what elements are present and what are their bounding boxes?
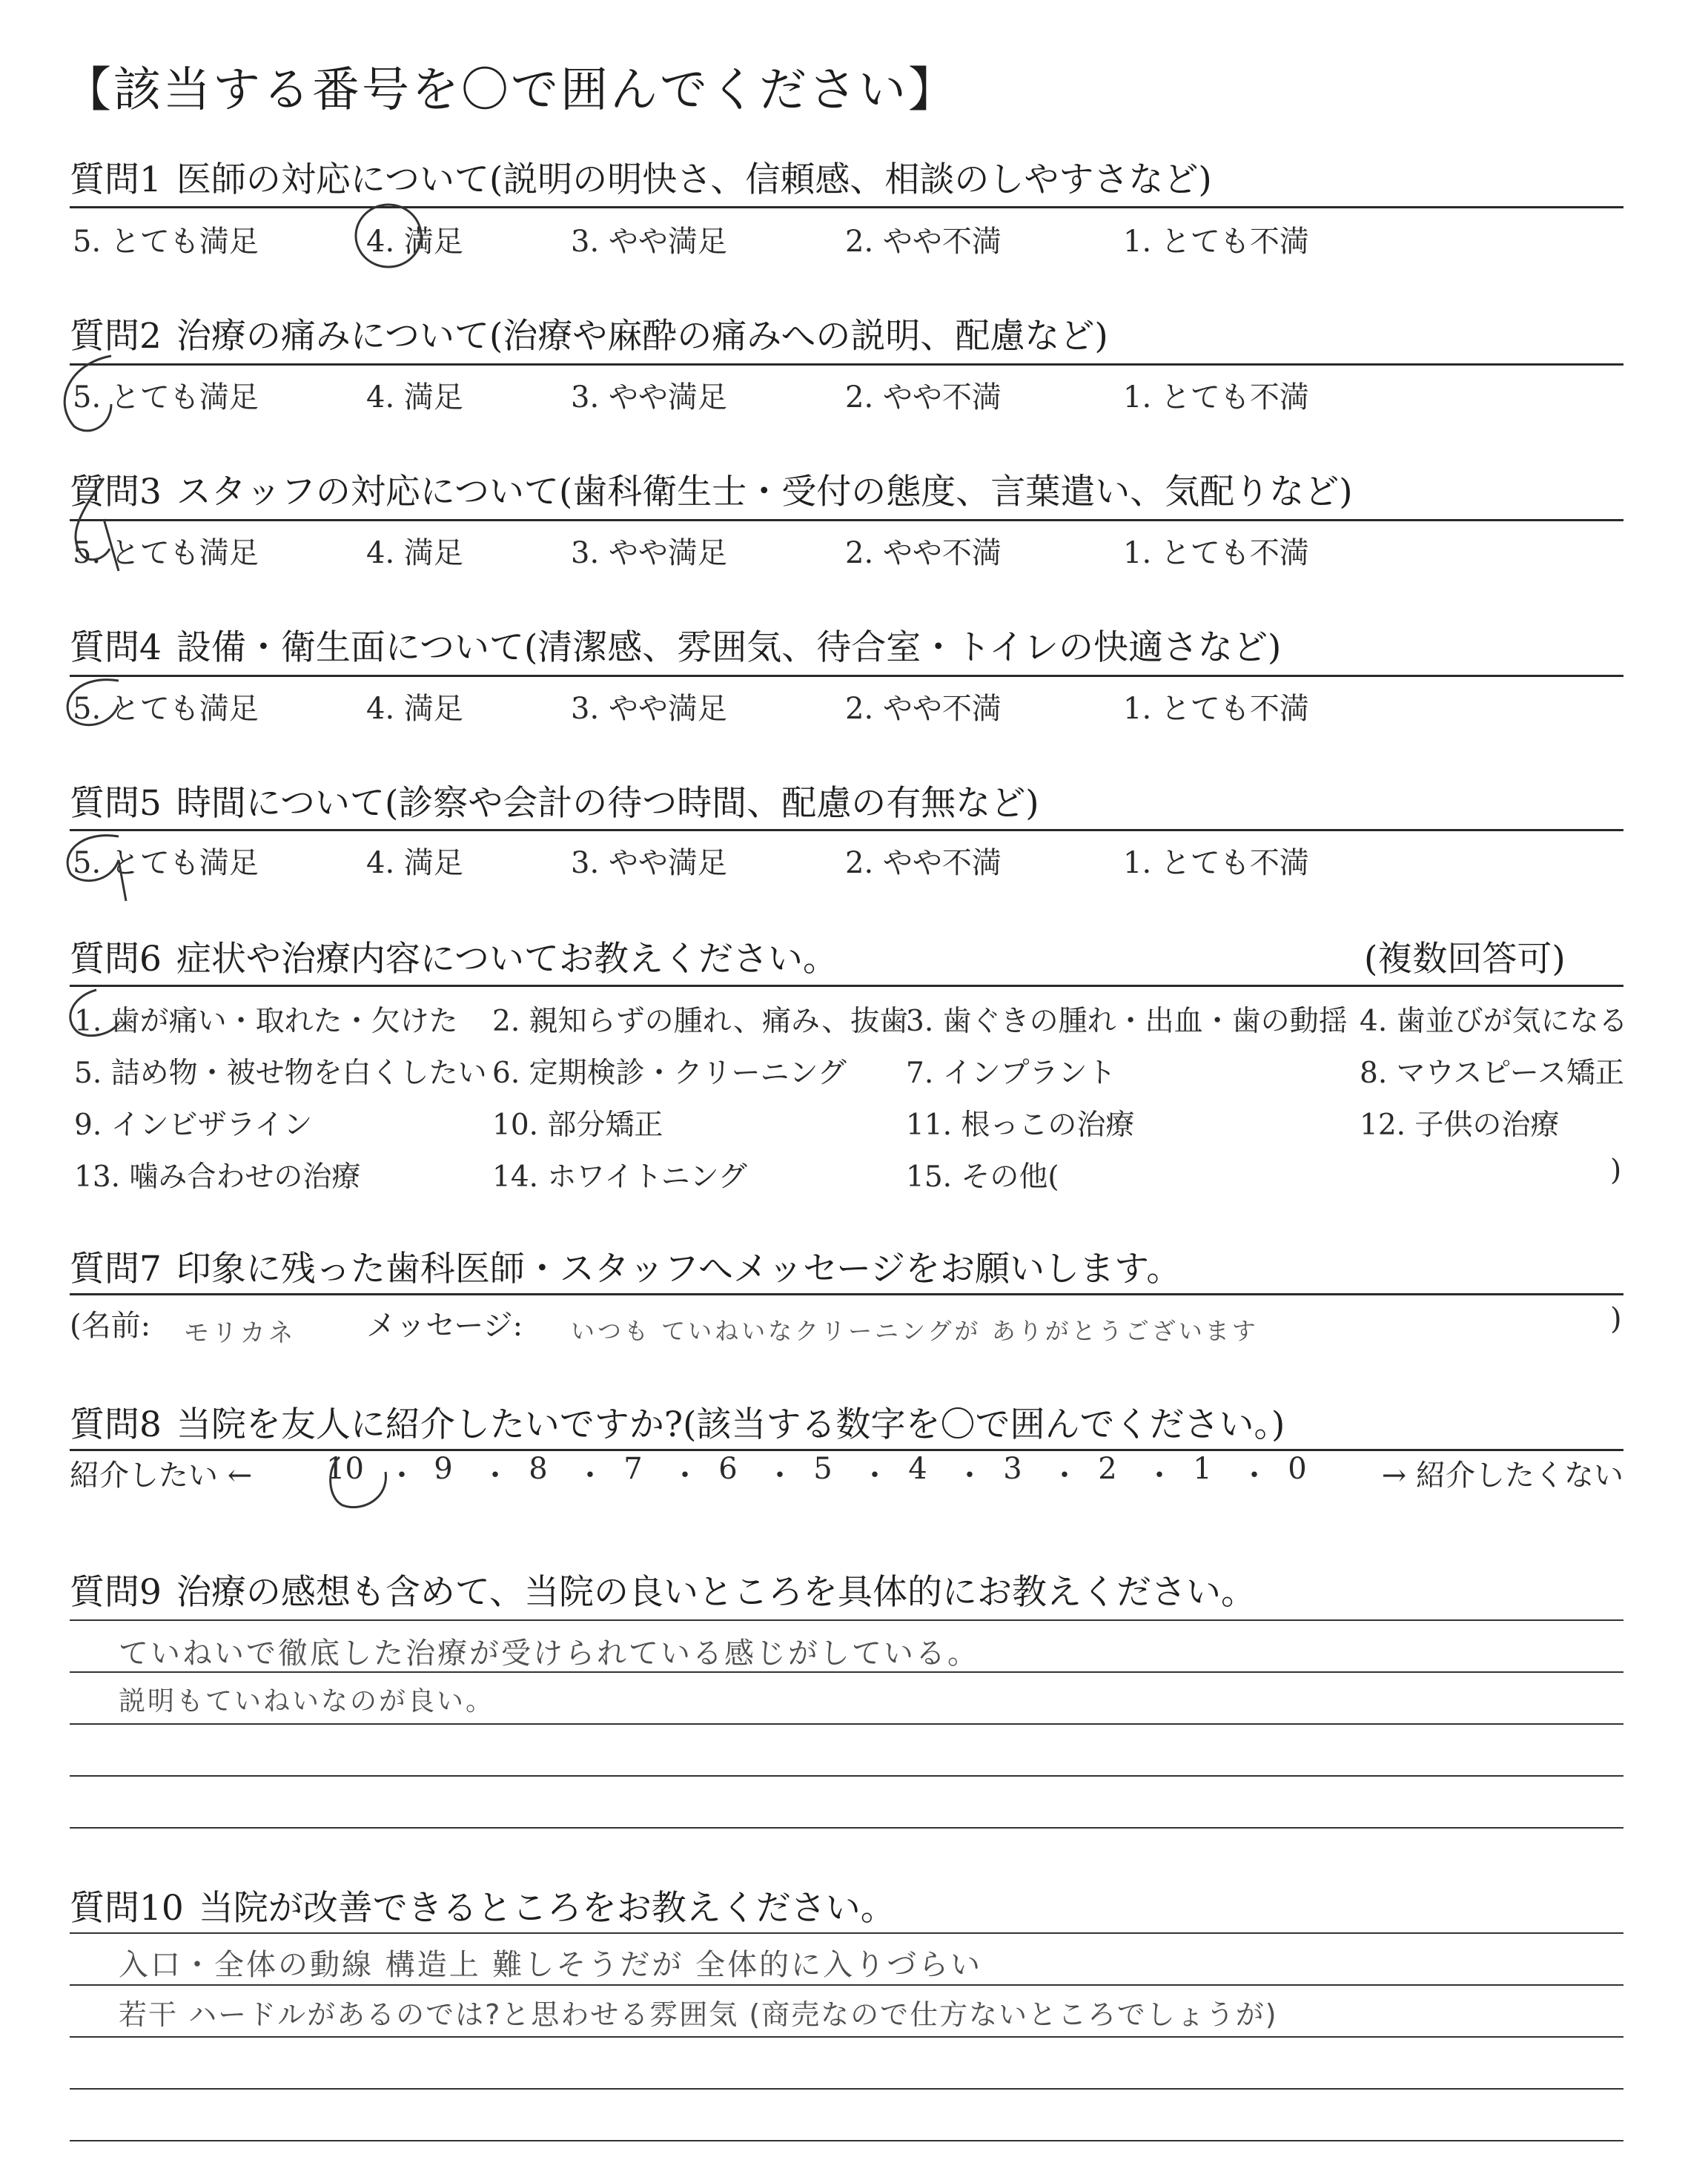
q6-option-1[interactable]: 1. 歯が痛い・取れた・欠けた: [74, 1005, 458, 1038]
q4-option-4[interactable]: 4. 満足: [366, 692, 463, 726]
question-3-text: スタッフの対応について(歯科衛生士・受付の態度、言葉遣い、気配りなど): [176, 472, 1353, 512]
q10-writing-line: [70, 2088, 1623, 2090]
q4-option-5[interactable]: 5. とても満足: [73, 692, 259, 726]
scale-dot: ・: [1050, 1459, 1079, 1493]
scale-5[interactable]: 5: [813, 1452, 833, 1486]
scale-1[interactable]: 1: [1193, 1452, 1212, 1486]
question-10-number: 質問10: [70, 1888, 184, 1929]
q6-other-close: ): [1610, 1154, 1622, 1187]
question-3-heading: [70, 464, 1353, 514]
q3-option-4[interactable]: 4. 満足: [366, 536, 463, 570]
scale-dot: ・: [1239, 1459, 1269, 1493]
scale-8[interactable]: 8: [529, 1452, 548, 1486]
q6-option-3[interactable]: 3. 歯ぐきの腫れ・出血・歯の動揺: [906, 1005, 1348, 1038]
question-5-text: 時間について(診察や会計の待つ時間、配慮の有無など): [176, 783, 1039, 824]
question-1-rule: [70, 206, 1623, 208]
q9-writing-line: [70, 1671, 1623, 1673]
question-9-heading: [70, 1565, 1256, 1614]
scale-9[interactable]: 9: [434, 1452, 453, 1486]
scale-dot: ・: [1145, 1459, 1174, 1493]
q4-option-3[interactable]: 3. やや満足: [571, 692, 727, 726]
scale-2[interactable]: 2: [1098, 1452, 1117, 1486]
scale-right-label: → 紹介したくない: [1381, 1459, 1623, 1493]
question-9-number: 質問9: [70, 1572, 162, 1613]
question-2-heading: [70, 308, 1108, 358]
q9-writing-line: [70, 1827, 1623, 1829]
q6-option-9[interactable]: 9. インビザライン: [74, 1109, 313, 1142]
question-4-text: 設備・衛生面について(清潔感、雰囲気、待合室・トイレの快適さなど): [176, 627, 1282, 668]
q1-option-5[interactable]: 5. とても満足: [73, 225, 259, 259]
q2-option-3[interactable]: 3. やや満足: [571, 380, 727, 415]
q6-option-13[interactable]: 13. 噛み合わせの治療: [74, 1160, 361, 1194]
q1-option-3[interactable]: 3. やや満足: [571, 225, 727, 259]
q5-option-1[interactable]: 1. とても不満: [1123, 846, 1309, 880]
q9-answer-line-1[interactable]: ていねいで徹底した治療が受けられている感じがしている。: [119, 1636, 979, 1671]
question-3-number: 質問3: [70, 472, 162, 512]
q3-option-5[interactable]: 5. とても満足: [73, 536, 259, 570]
q6-option-5[interactable]: 5. 詰め物・被せ物を白くしたい: [74, 1057, 487, 1090]
q9-answer-line-2[interactable]: 説明もていねいなのが良い。: [119, 1686, 495, 1717]
q6-option-14[interactable]: 14. ホワイトニング: [492, 1160, 747, 1194]
question-7-text: 印象に残った歯科医師・スタッフへメッセージをお願いします。: [176, 1249, 1182, 1289]
q7-close: ): [1610, 1302, 1622, 1336]
q2-option-2[interactable]: 2. やや不満: [845, 380, 1002, 415]
q10-writing-line: [70, 2140, 1623, 2141]
q7-name-value[interactable]: モリカネ: [184, 1318, 297, 1348]
question-6-rule: [70, 985, 1623, 987]
question-8-text: 当院を友人に紹介したいですか?(該当する数字を〇で囲んでください。): [176, 1404, 1285, 1445]
q5-option-2[interactable]: 2. やや不満: [845, 846, 1002, 880]
q3-option-1[interactable]: 1. とても不満: [1123, 536, 1309, 570]
page-title: 【該当する番号を〇で囲んでください】: [64, 63, 958, 118]
question-1-heading: [70, 152, 1212, 202]
q6-option-7[interactable]: 7. インプラント: [906, 1057, 1116, 1090]
q5-option-3[interactable]: 3. やや満足: [571, 846, 727, 880]
q7-name-label: (名前:: [70, 1309, 151, 1343]
question-1-number: 質問1: [70, 159, 162, 200]
q2-option-4[interactable]: 4. 満足: [366, 380, 463, 415]
q2-option-5[interactable]: 5. とても満足: [73, 380, 259, 415]
q6-option-8[interactable]: 8. マウスピース矯正: [1360, 1057, 1624, 1090]
q1-option-1[interactable]: 1. とても不満: [1123, 225, 1309, 259]
question-4-rule: [70, 675, 1623, 677]
question-6-number: 質問6: [70, 939, 162, 980]
q9-writing-line: [70, 1619, 1623, 1621]
q10-writing-line: [70, 1932, 1623, 1934]
question-5-rule: [70, 829, 1623, 831]
question-9-text: 治療の感想も含めて、当院の良いところを具体的にお教えください。: [176, 1572, 1256, 1613]
q6-option-12[interactable]: 12. 子供の治療: [1360, 1109, 1560, 1142]
question-7-number: 質問7: [70, 1249, 162, 1289]
scale-7[interactable]: 7: [623, 1452, 643, 1486]
question-2-number: 質問2: [70, 316, 162, 357]
scale-dot: ・: [955, 1459, 984, 1493]
q3-option-2[interactable]: 2. やや不満: [845, 536, 1002, 570]
q7-message-value[interactable]: いつも ていねいなクリーニングが ありがとうございます: [571, 1317, 1259, 1345]
scale-3[interactable]: 3: [1003, 1452, 1022, 1486]
q2-option-1[interactable]: 1. とても不満: [1123, 380, 1309, 415]
q5-option-4[interactable]: 4. 満足: [366, 846, 463, 880]
q3-option-3[interactable]: 3. やや満足: [571, 536, 727, 570]
question-6-text: 症状や治療内容についてお教えください。: [176, 939, 838, 980]
q9-writing-line: [70, 1723, 1623, 1725]
q6-option-6[interactable]: 6. 定期検診・クリーニング: [492, 1057, 847, 1090]
question-10-heading: [70, 1880, 896, 1930]
question-7-rule: [70, 1293, 1623, 1295]
question-2-text: 治療の痛みについて(治療や麻酔の痛みへの説明、配慮など): [176, 316, 1108, 357]
q5-option-5[interactable]: 5. とても満足: [73, 846, 259, 880]
question-4-number: 質問4: [70, 627, 162, 668]
question-6-note: (複数回答可): [1364, 939, 1566, 980]
scale-dot: ・: [765, 1459, 795, 1493]
scale-dot: ・: [860, 1459, 890, 1493]
scale-dot: ・: [670, 1459, 700, 1493]
q4-option-2[interactable]: 2. やや不満: [845, 692, 1002, 726]
scale-4[interactable]: 4: [908, 1452, 927, 1486]
q10-answer-line-2[interactable]: 若干 ハードルがあるのでは?と思わせる雰囲気 (商売なので仕方ないところでしょうが): [119, 1998, 1278, 2031]
question-5-number: 質問5: [70, 783, 162, 824]
q6-option-10[interactable]: 10. 部分矯正: [492, 1109, 663, 1142]
q10-answer-line-1[interactable]: 入口・全体の動線 構造上 難しそうだが 全体的に入りづらい: [119, 1948, 983, 1982]
q1-option-2[interactable]: 2. やや不満: [845, 225, 1002, 259]
question-7-heading: [70, 1241, 1181, 1291]
q6-option-15[interactable]: 15. その他(: [906, 1160, 1059, 1194]
question-3-rule: [70, 519, 1623, 521]
q6-option-2[interactable]: 2. 親知らずの腫れ、痛み、抜歯: [492, 1005, 909, 1038]
scale-dot: ・: [575, 1459, 605, 1493]
scale-6[interactable]: 6: [718, 1452, 738, 1486]
q10-writing-line: [70, 1984, 1623, 1986]
question-8-heading: [70, 1397, 1285, 1447]
q6-option-4[interactable]: 4. 歯並びが気になる: [1360, 1005, 1628, 1038]
question-4-heading: [70, 620, 1281, 670]
scale-dot: ・: [480, 1459, 510, 1493]
q10-writing-line: [70, 2036, 1623, 2038]
question-10-text: 当院が改善できるところをお教えください。: [198, 1888, 896, 1929]
question-2-rule: [70, 363, 1623, 366]
question-8-number: 質問8: [70, 1404, 162, 1445]
q6-option-11[interactable]: 11. 根っこの治療: [906, 1109, 1135, 1142]
question-1-text: 医師の対応について(説明の明快さ、信頼感、相談のしやすさなど): [176, 159, 1212, 200]
scale-0[interactable]: 0: [1288, 1452, 1307, 1486]
q9-writing-line: [70, 1775, 1623, 1777]
q7-message-label: メッセージ:: [366, 1309, 523, 1343]
question-5-heading: [70, 776, 1039, 825]
scale-left-label: 紹介したい ←: [70, 1459, 253, 1493]
q4-option-1[interactable]: 1. とても不満: [1123, 692, 1309, 726]
question-8-rule: [70, 1449, 1623, 1451]
scale-dot: ・: [387, 1459, 417, 1493]
question-6-heading: [70, 931, 838, 981]
q1-option-4[interactable]: 4. 満足: [366, 225, 463, 259]
scale-10[interactable]: 10: [326, 1452, 364, 1486]
